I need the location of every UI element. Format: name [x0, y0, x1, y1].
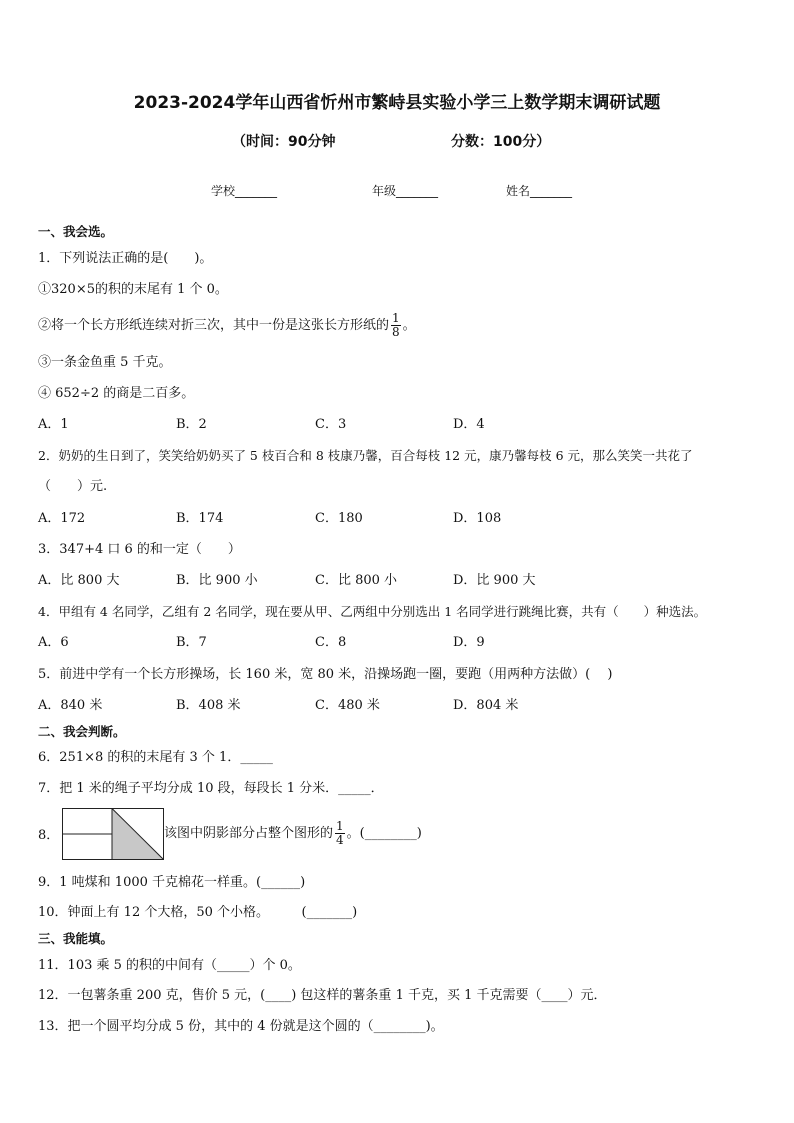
- q1-statement-1: ①320×5的积的末尾有 1 个 0。: [38, 282, 228, 297]
- q1-statement-2-text: ②将一个长方形纸连续对折三次，其中一份是这张长方形纸的: [38, 318, 390, 333]
- q8-number: 8．: [38, 828, 60, 843]
- q1-statement-2-end: 。: [402, 318, 416, 333]
- section-heading-fill: 三、我能填。: [38, 931, 114, 946]
- fraction-one-quarter: [335, 820, 345, 847]
- q10-statement: 10．钟面上有 12 个大格，50 个小格。 (_______): [38, 905, 358, 920]
- q3-option-b: B．比 900 小: [176, 573, 258, 588]
- q5-option-b: B．408 米: [176, 698, 241, 713]
- q9-statement: 9．1 吨煤和 1000 千克棉花一样重。(______): [38, 875, 306, 890]
- q11-statement: 11．103 乘 5 的积的中间有（_____）个 0。: [38, 958, 301, 973]
- q4-option-d: D．9: [453, 635, 485, 650]
- q2-option-c: C．180: [315, 511, 363, 526]
- q5-option-c: C．480 米: [315, 698, 380, 713]
- q1-statement-3: ③一条金鱼重 5 千克。: [38, 355, 172, 370]
- q4-option-b: B．7: [176, 635, 207, 650]
- q2-stem-line-2: （ ）元.: [38, 479, 108, 494]
- q2-option-a: A．172: [38, 511, 86, 526]
- q5-option-a: A．840 米: [38, 698, 103, 713]
- exam-score: 分数：100分）: [451, 134, 551, 150]
- exam-time: （时间：90分钟: [232, 134, 336, 150]
- q1-stem: 1．下列说法正确的是( )。: [38, 251, 213, 266]
- q8-statement-end: 。(________): [346, 826, 422, 841]
- name-field: 姓名_______: [506, 184, 573, 198]
- q3-option-c: C．比 800 小: [315, 573, 398, 588]
- grade-field: 年级_______: [372, 184, 439, 198]
- shaded-rectangle-figure: [62, 808, 164, 860]
- q2-option-d: D．108: [453, 511, 502, 526]
- q1-statement-4: ④ 652÷2 的商是二百多。: [38, 386, 195, 401]
- q6-statement: 6．251×8 的积的末尾有 3 个 1．_____: [38, 750, 273, 765]
- q4-option-c: C．8: [315, 635, 347, 650]
- q1-statement-2: [38, 307, 416, 345]
- q3-stem: 3．347+4 口 6 的和一定（ ）: [38, 542, 241, 557]
- fraction-numerator: 1: [336, 819, 344, 833]
- q3-option-a: A．比 800 大: [38, 573, 120, 588]
- school-field: 学校_______: [211, 184, 278, 198]
- q12-statement: 12．一包薯条重 200 克，售价 5 元，(____) 包这样的薯条重 1 千克，买 1 千克需要（____）元．: [38, 988, 607, 1003]
- exam-title: 2023-2024学年山西省忻州市繁峙县实验小学三上数学期末调研试题: [133, 93, 661, 113]
- q8-statement-text: 该图中阴影部分占整个图形的: [164, 826, 334, 841]
- q3-option-d: D．比 900 大: [453, 573, 536, 588]
- section-heading-choose: 一、我会选。: [38, 224, 114, 239]
- q13-statement: 13．把一个圆平均分成 5 份，其中的 4 份就是这个圆的（________)。: [38, 1019, 444, 1034]
- q4-stem: 4．甲组有 4 名同学，乙组有 2 名同学，现在要从甲、乙两组中分别选出 1 名同学进行跳绳比赛，共有（ ）种选法。: [38, 604, 707, 619]
- q2-stem-line-1: 2．奶奶的生日到了，笑笑给奶奶买了 5 枝百合和 8 枝康乃馨，百合每枝 12 元，康乃馨每枝 6 元，那么笑笑一共花了: [38, 448, 693, 463]
- q5-option-d: D．804 米: [453, 698, 519, 713]
- q4-option-a: A．6: [38, 635, 69, 650]
- q1-option-a: A．1: [38, 417, 69, 432]
- q1-option-b: B．2: [176, 417, 207, 432]
- q5-stem: 5．前进中学有一个长方形操场，长 160 米，宽 80 米，沿操场跑一圈，要跑（用两种方法做）( ): [38, 667, 613, 682]
- section-heading-judge: 二、我会判断。: [38, 724, 126, 739]
- q1-option-c: C．3: [315, 417, 347, 432]
- fraction-numerator: 1: [392, 311, 400, 325]
- q8-statement: [164, 815, 422, 853]
- fraction-one-eighth: [391, 312, 401, 339]
- q1-option-d: D．4: [453, 417, 485, 432]
- fraction-denominator: 8: [392, 325, 400, 339]
- q2-option-b: B．174: [176, 511, 224, 526]
- q7-statement: 7．把 1 米的绳子平均分成 10 段，每段长 1 分米．_____．: [38, 781, 384, 796]
- fraction-denominator: 4: [336, 833, 344, 847]
